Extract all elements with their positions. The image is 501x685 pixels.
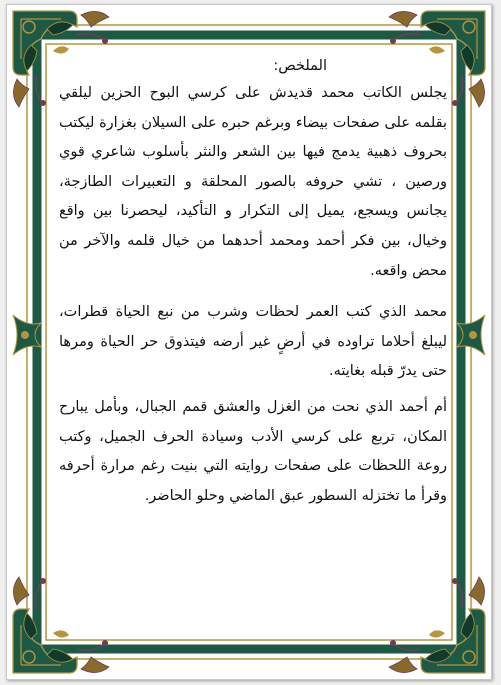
paragraph-3: أم أحمد الذي نحت من الغزل والعشق قمم الجبال، وبأمل يبارح المكان، تربع على كرسي الأدب وسيادة الحرف الجميل، وكتب روعة اللحظات على صفحات روايته التي بنيت رغم مرارة أحرفه وقرأ ما تختزله السطور عبق الماضي وحلو الحاضر. (59, 398, 447, 504)
document-body (59, 53, 447, 511)
paragraph-1: يجلس الكاتب محمد قديدش على كرسي البوح الحزين ليلقي بقلمه على صفحات بيضاء وبرغم حبره على السيلان بغزارة ليكتب بحروف ذهبية يدمج فيها بين الشعر والنثر بأسلوب شاعري قوي ورصين ، تشي حروفه بالصور المحلقة و التعبيرات الطازجة، يجانس ويسجع، يميل إلى التكرار و التأكيد، ليحصرنا بين واقع وخيال، بين فكر أحمد ومحمد أحدهما من خيال قلمه والآخر من محض واقعه. (59, 85, 447, 279)
document-heading: الملخص: (273, 58, 327, 74)
document-page (6, 4, 492, 680)
paragraph-2: محمد الذي كتب العمر لحظات وشرب من نبع الحياة قطرات، ليبلغ أحلاما تراوده في أرضٍ غير أرضه فيتذوق حر الحياة ومرها حتى يدرّ قبله بغايته. (59, 304, 447, 380)
